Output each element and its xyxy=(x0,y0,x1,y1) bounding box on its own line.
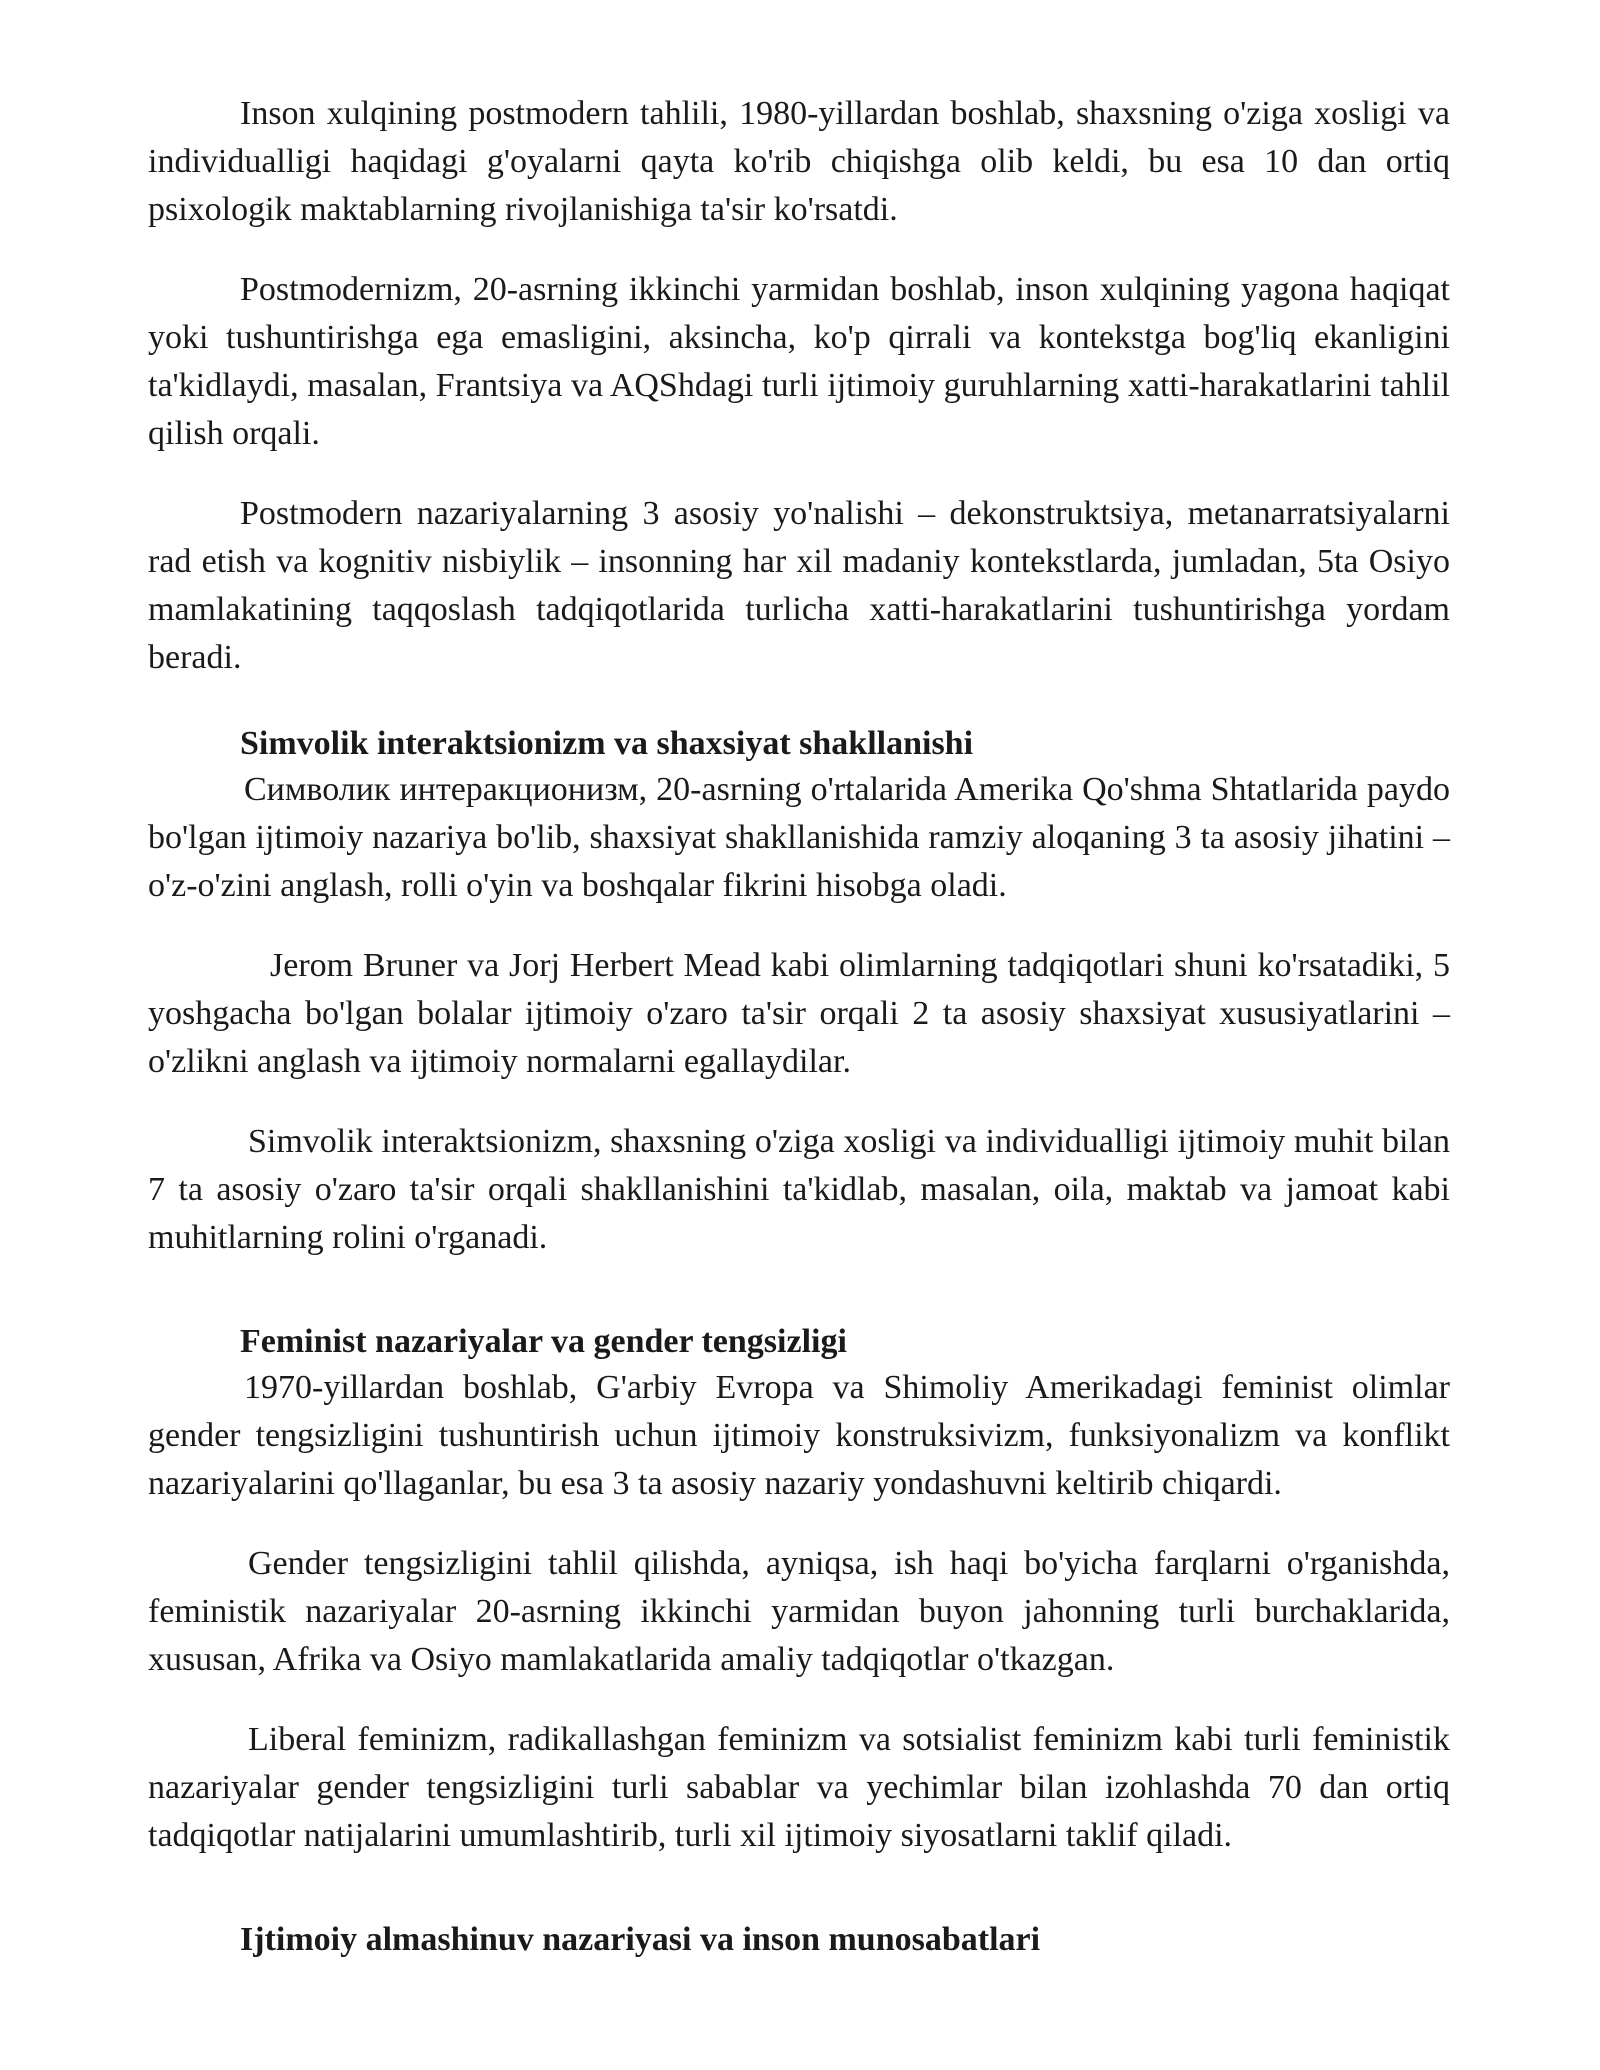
paragraph: Inson xulqining postmodern tahlili, 1980-yillardan boshlab, shaxsning o'ziga xosligi va individualligi haqidagi g'oyalarni qayta ko'rib chiqishga olib keldi, bu esa 10 dan ortiq psixologik maktablarning rivojlanishiga ta'sir ko'rsatdi. xyxy=(148,95,1450,228)
paragraph: Jerom Bruner va Jorj Herbert Mead kabi olimlarning tadqiqotlari shuni ko'rsatadiki, 5 yoshgacha bo'lgan bolalar ijtimoiy o'zaro ta'sir orqali 2 ta asosiy shaxsiyat xususiyatlarini – o'zlikni anglash va ijtimoiy normalarni egallaydilar. xyxy=(148,947,1450,1080)
paragraph: Символик интеракционизм, 20-asrning o'rtalarida Amerika Qo'shma Shtatlarida paydo bo'lgan ijtimoiy nazariya bo'lib, shaxsiyat shakllanishida ramziy aloqaning 3 ta asosiy jihatini – o'z-o'zini anglash, rolli o'yin va boshqalar fikrini hisobga oladi. xyxy=(148,771,1450,904)
paragraph: Liberal feminizm, radikallashgan feminizm va sotsialist feminizm kabi turli feministik nazariyalar gender tengsizligini turli sabablar va yechimlar bilan izohlashda 70 dan ortiq tadqiqotlar natijalarini umumlashtirib, turli xil ijtimoiy siyosatlarni taklif qiladi. xyxy=(148,1721,1450,1854)
section-heading: Feminist nazariyalar va gender tengsizligi xyxy=(240,1323,847,1360)
section-heading: Simvolik interaktsionizm va shaxsiyat shakllanishi xyxy=(240,725,974,762)
section-heading: Ijtimoiy almashinuv nazariyasi va inson munosabatlari xyxy=(240,1921,1041,1958)
document-page xyxy=(148,90,1450,1962)
paragraph: Postmodernizm, 20-asrning ikkinchi yarmidan boshlab, inson xulqining yagona haqiqat yoki tushuntirishga ega emasligini, aksincha, ko'p qirrali va kontekstga bog'liq ekanligini ta'kidlaydi, masalan, Frantsiya va AQShdagi turli ijtimoiy guruhlarning xatti-harakatlarini tahlil qilish orqali. xyxy=(148,271,1450,452)
paragraph: Postmodern nazariyalarning 3 asosiy yo'nalishi – dekonstruktsiya, metanarratsiyalarni rad etish va kognitiv nisbiylik – insonning har xil madaniy kontekstlarda, jumladan, 5ta Osiyo mamlakatining taqqoslash tadqiqotlarida turlicha xatti-harakatlarini tushuntirishga yordam beradi. xyxy=(148,495,1450,676)
paragraph: Simvolik interaktsionizm, shaxsning o'ziga xosligi va individualligi ijtimoiy muhit bilan 7 ta asosiy o'zaro ta'sir orqali shakllanishini ta'kidlab, masalan, oila, maktab va jamoat kabi muhitlarning rolini o'rganadi. xyxy=(148,1123,1450,1256)
paragraph: 1970-yillardan boshlab, G'arbiy Evropa va Shimoliy Amerikadagi feminist olimlar gender tengsizligini tushuntirish uchun ijtimoiy konstruksivizm, funksiyonalizm va konflikt nazariyalarini qo'llaganlar, bu esa 3 ta asosiy nazariy yondashuvni keltirib chiqardi. xyxy=(148,1369,1450,1502)
paragraph: Gender tengsizligini tahlil qilishda, ayniqsa, ish haqi bo'yicha farqlarni o'rganishda, feministik nazariyalar 20-asrning ikkinchi yarmidan buyon jahonning turli burchaklarida, xususan, Afrika va Osiyo mamlakatlarida amaliy tadqiqotlar o'tkazgan. xyxy=(148,1545,1450,1678)
